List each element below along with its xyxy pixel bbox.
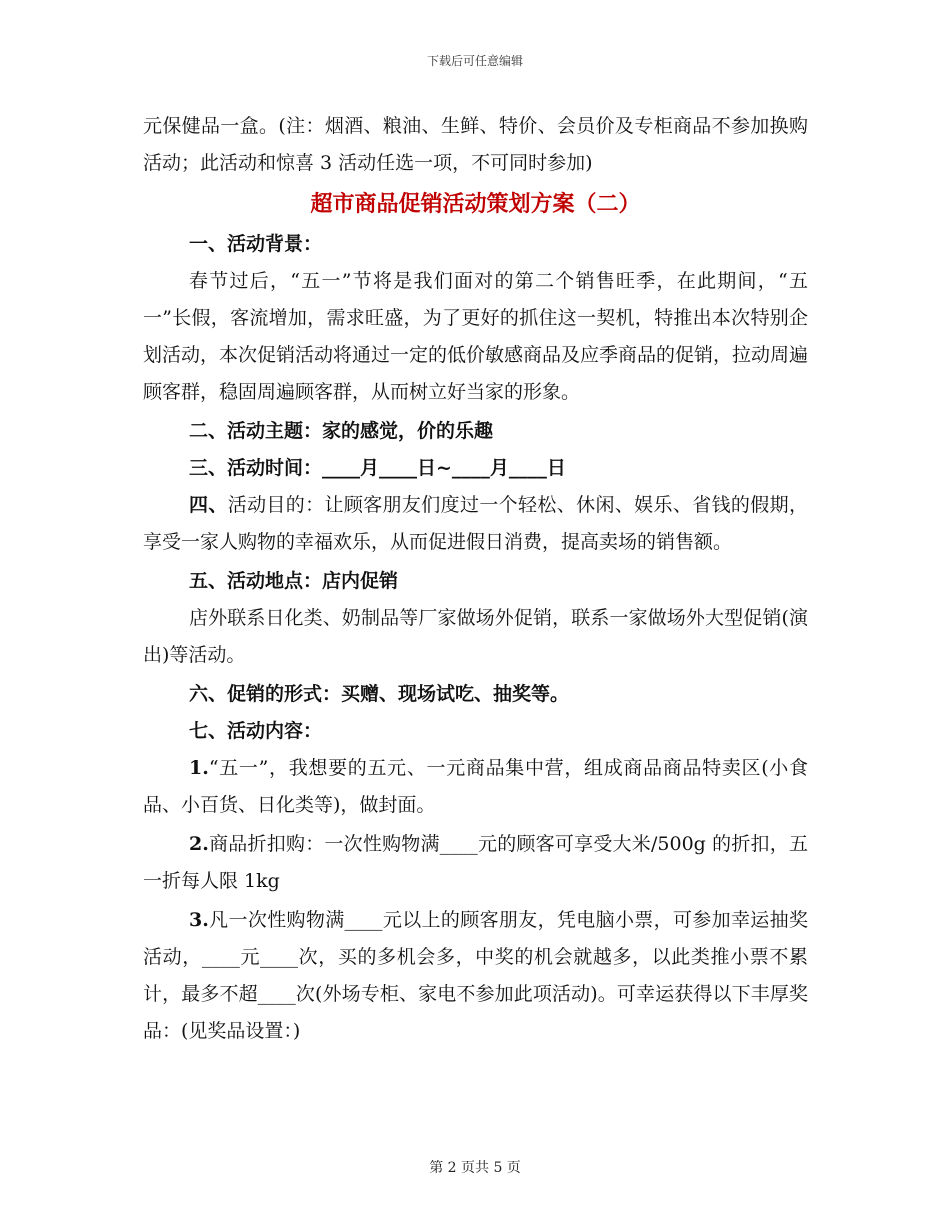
section-7-heading: 七、活动内容： (189, 720, 323, 742)
item-1-text: “五一”，我想要的五元、一元商品集中营，组成商品商品特卖区(小食品、小百货、日化类等)，做封面。 (143, 757, 808, 816)
content-item-3 (143, 902, 808, 1050)
content-item-1 (143, 750, 808, 824)
item-3-number: 3. (189, 909, 209, 931)
page-footer: 第 2 页共 5 页 (429, 1160, 521, 1176)
item-2-text: 商品折扣购：一次性购物满____元的顾客可享受大米/500g 的折扣，五一折每人限 1kg (143, 833, 808, 892)
item-2-number: 2. (189, 833, 209, 855)
section-5-body: 店外联系日化类、奶制品等厂家做场外促销，联系一家做场外大型促销(演出)等活动。 (143, 607, 808, 666)
section-1-heading: 一、活动背景： (189, 233, 323, 255)
document-body (143, 108, 808, 1050)
section-1-body: 春节过后，“五一”节将是我们面对的第二个销售旺季，在此期间，“五一”长假，客流增加，需求旺盛，为了更好的抓住这一契机，特推出本次特别企划活动，本次促销活动将通过一定的低价敏感商品及应季商品的促销，拉动周遍顾客群，稳固周遍顾客群，从而树立好当家的形象。 (143, 270, 809, 403)
section-4-body: 活动目的：让顾客朋友们度过一个轻松、休闲、娱乐、省钱的假期，享受一家人购物的幸福欢乐，从而促进假日消费，提高卖场的销售额。 (143, 494, 808, 553)
section-6-heading: 六、促销的形式：买赠、现场试吃、抽奖等。 (189, 683, 570, 705)
section-4-paragraph (143, 487, 808, 561)
section-5-heading: 五、活动地点：店内促销 (189, 570, 399, 592)
section-3-heading: 三、活动时间：____月____日~____月____日 (189, 457, 566, 479)
item-3-text: 凡一次性购物满____元以上的顾客朋友，凭电脑小票，可参加幸运抽奖活动，____元____次，买的多机会多，中奖的机会就越多，以此类推小票不累计，最多不超____次(外场专柜、家电不参加此项活动)。可幸运获得以下丰厚奖品：(见奖品设置：) (143, 909, 808, 1042)
page-header: 下载后可任意编辑 (426, 54, 523, 68)
document-title: 超市商品促销活动策划方案（二） (310, 191, 641, 217)
section-2-heading: 二、活动主题：家的感觉，价的乐趣 (189, 420, 494, 442)
intro-paragraph: 元保健品一盒。(注：烟酒、粮油、生鲜、特价、会员价及专柜商品不参加换购活动；此活动和惊喜 3 活动任选一项，不可同时参加) (143, 115, 808, 174)
item-1-number: 1. (189, 757, 209, 779)
content-item-2 (143, 826, 808, 900)
section-4-label: 四、 (189, 494, 228, 516)
